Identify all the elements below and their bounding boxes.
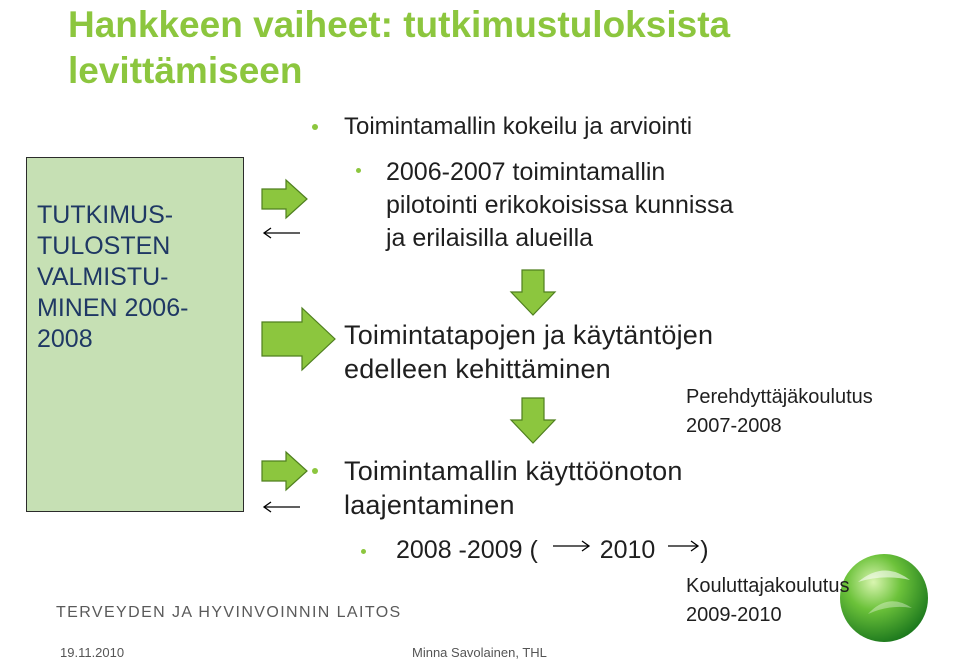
left-arrow-icon-2 <box>262 500 302 514</box>
development-line-1: Toimintatapojen ja käytäntöjen <box>344 320 714 350</box>
left-arrow-icon-1 <box>262 226 302 240</box>
right-thin-arrow-icon <box>666 539 700 553</box>
research-results-box <box>26 157 244 512</box>
side-note-1-line-1: Perehdyttäjäkoulutus <box>686 386 873 408</box>
title-line-2: levittämiseen <box>68 50 303 91</box>
down-arrow-icon-1 <box>510 270 556 316</box>
bullet-text-1: Toimintamallin kokeilu ja arviointi <box>344 113 693 140</box>
development-line-2: edelleen kehittäminen <box>344 354 611 384</box>
sub-bullet-line-1: 2006-2007 toimintamallin <box>386 158 666 186</box>
bullet-dot <box>312 468 318 474</box>
box-line-2: TULOSTEN <box>37 232 171 260</box>
title-line-1: Hankkeen vaiheet: tutkimustuloksista <box>68 4 731 45</box>
bullet-2-line-1: Toimintamallin käyttöönoton <box>344 456 683 486</box>
down-arrow-icon-2 <box>510 398 556 444</box>
development-text <box>344 318 713 386</box>
bullet-dot <box>361 549 366 554</box>
page-title <box>68 2 928 94</box>
side-note-2-line-1: Kouluttajakoulutus <box>686 575 850 597</box>
thl-logo-icon <box>838 552 930 644</box>
bullet-dot <box>356 168 361 173</box>
sub-bullet-2-part-2: 2010 <box>599 536 656 564</box>
right-arrow-icon-1 <box>262 180 308 218</box>
box-line-1: TUTKIMUS- <box>37 201 174 229</box>
bullet-2-line-2: laajentaminen <box>344 490 515 520</box>
side-note-2 <box>686 572 849 630</box>
sub-bullet-2-part-3: ) <box>700 536 709 564</box>
sub-bullet-line-2: pilotointi erikokoisissa kunnissa <box>386 191 734 219</box>
box-line-5: 2008 <box>37 325 93 353</box>
side-note-2-line-2: 2009-2010 <box>686 604 782 626</box>
side-note-1-line-2: 2007-2008 <box>686 415 782 437</box>
bullet-dot <box>312 124 318 130</box>
footer-date: 19.11.2010 <box>60 645 125 660</box>
research-results-label <box>37 200 242 355</box>
bullet-text-2 <box>344 454 683 522</box>
right-thin-arrow-icon <box>551 539 591 553</box>
sub-bullet-line-3: ja erilaisilla alueilla <box>386 224 594 252</box>
sub-bullet-text-2 <box>396 534 709 567</box>
box-line-3: VALMISTU- <box>37 263 169 291</box>
box-line-4: MINEN 2006- <box>37 294 189 322</box>
right-arrow-icon-3 <box>262 452 308 490</box>
footer-author: Minna Savolainen, THL <box>412 645 547 660</box>
right-arrow-icon-2 <box>262 308 336 370</box>
sub-bullet-2-part-1: 2008 -2009 ( <box>396 536 538 564</box>
sub-bullet-text-1 <box>386 156 733 255</box>
side-note-1 <box>686 383 873 441</box>
organization-logo-text: TERVEYDEN JA HYVINVOINNIN LAITOS <box>56 604 402 621</box>
